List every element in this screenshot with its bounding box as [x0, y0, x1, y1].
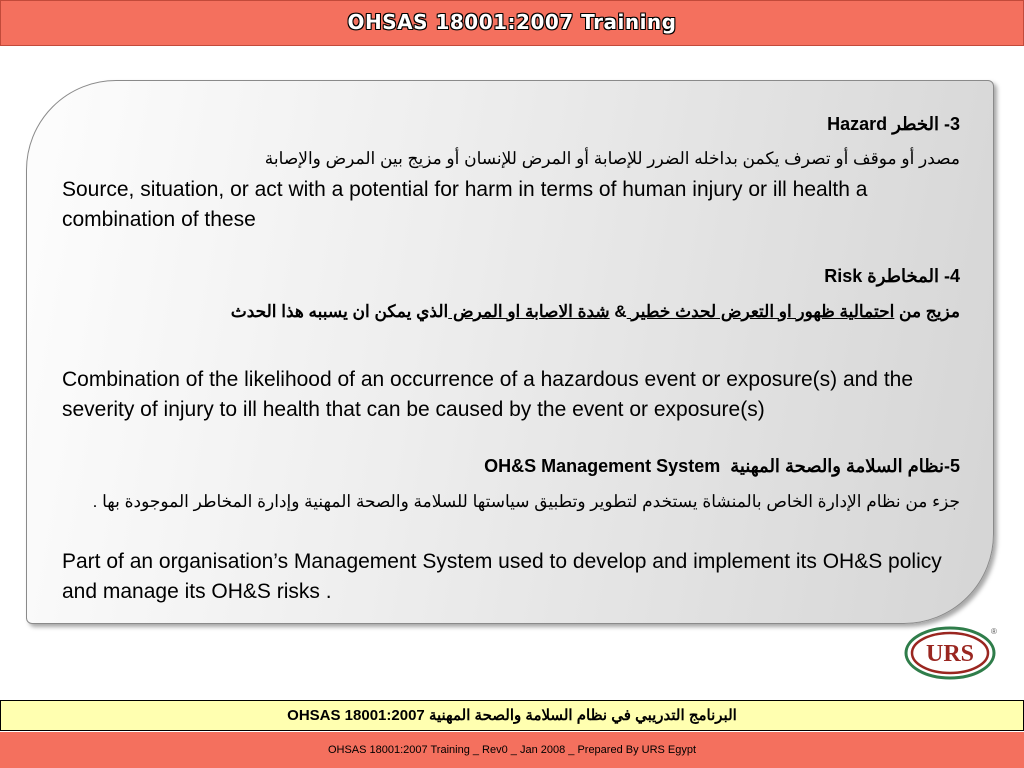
risk-def-ampersand: &	[609, 302, 627, 321]
risk-def-suffix: الذي يمكن ان يسببه هذا الحدث	[230, 302, 449, 321]
risk-def-severity: شدة الاصابة او المرض	[448, 302, 610, 321]
hazard-heading-en: Hazard	[827, 114, 888, 134]
risk-heading	[824, 266, 960, 287]
footer-program-ar: البرنامج التدريبي في نظام السلامة والصحة المهنية	[428, 707, 737, 724]
footer-program-text	[0, 700, 1024, 731]
logo-text: URS	[925, 641, 975, 667]
hazard-definition-en: Source, situation, or act with a potential for harm in terms of human injury or ill health a combination of these	[62, 178, 868, 231]
risk-def-prefix: مزيج من	[894, 302, 960, 321]
ohs-heading-en: OH&S Management System	[484, 456, 721, 476]
risk-def-likelihood: احتمالية ظهور او التعرض لحدث خطير	[626, 302, 895, 321]
risk-heading-en: Risk	[824, 266, 863, 286]
ohs-heading	[484, 456, 960, 477]
logo-registered-mark: ®	[991, 627, 997, 636]
hazard-heading-ar: 3- الخطر	[892, 114, 960, 134]
ohs-heading-ar: 5-نظام السلامة والصحة المهنية	[730, 456, 960, 476]
footer-program-code: OHSAS 18001:2007	[287, 707, 425, 724]
risk-definition-en: Combination of the likelihood of an occurrence of a hazardous event or exposure(s) and the severity of injury to ill health that can be caused by the event or exposure(s)	[62, 368, 914, 421]
hazard-heading	[827, 114, 960, 135]
header-title: OHSAS 18001:2007 Training	[347, 10, 677, 34]
ohs-definition-ar: جزء من نظام الإدارة الخاص بالمنشاة يستخدم لتطوير وتطبيق سياستها للسلامة والصحة المهنية وإدارة المخاطر الموجودة بها .	[92, 492, 960, 511]
footer-credit-text: OHSAS 18001:2007 Training _ Rev0 _ Jan 2008 _ Prepared By URS Egypt	[327, 744, 697, 756]
urs-logo	[904, 624, 1000, 680]
risk-heading-ar: 4- المخاطرة	[867, 266, 960, 286]
risk-definition-ar	[110, 298, 960, 326]
ohs-definition-en: Part of an organisation’s Management System used to develop and implement its OH&S policy and manage its OH&S risks .	[62, 550, 942, 603]
hazard-definition-ar: مصدر أو موقف أو تصرف يكمن بداخله الضرر للإصابة أو المرض للإنسان أو مزيج بين المرض والإصابة	[264, 149, 960, 168]
